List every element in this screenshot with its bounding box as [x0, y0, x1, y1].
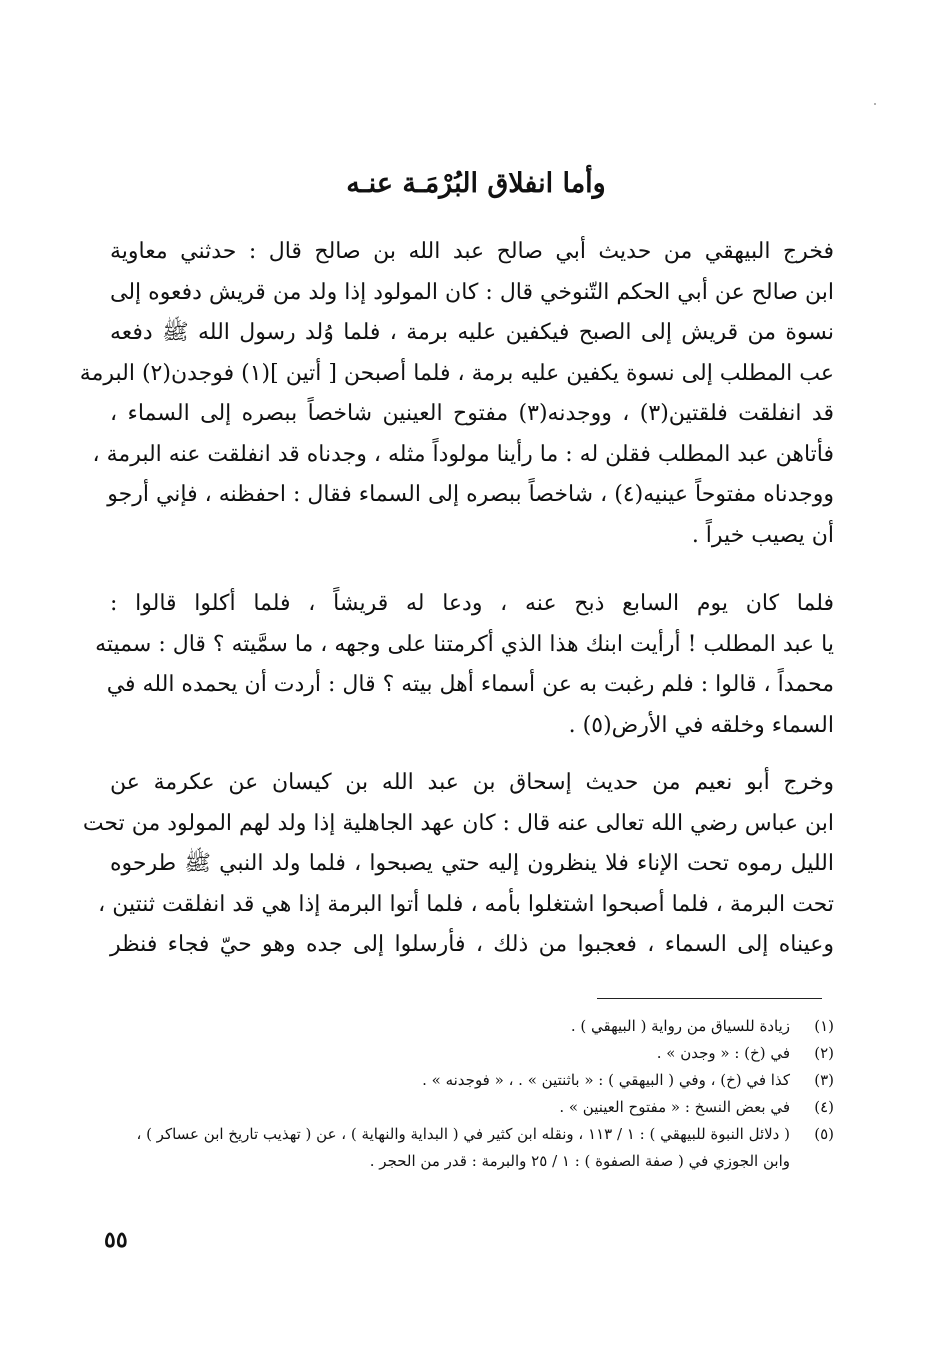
footnote-text: كذا في (خ) ، وفي ( البيهقي ) : « باثنتين » . ، « فوجدنه » . [422, 1071, 790, 1089]
paragraph-line: السماء وخلقه في الأرض(٥) . [568, 712, 834, 738]
footnote [110, 1013, 834, 1040]
paragraph-line: نسوة من قريش إلى الصبح فيكفين عليه برمة ، فلما وُلد رسول الله ﷺ دفعه [110, 320, 834, 345]
footnote-text: في (خ) : « وجدن » . [656, 1044, 790, 1062]
paragraph-line: قد انفلقت فلقتين(٣) ، ووجدنه(٣) مفتوح العينين شاخصاً ببصره إلى السماء ، [110, 401, 834, 426]
footnote [110, 1121, 834, 1175]
paragraph-line: ابن عباس رضي الله تعالى عنه قال : كان عهد الجاهلية إذا ولد لهم المولود من تحت [82, 810, 834, 836]
section-title: وأما انفلاق البُرْمَـة عنـه [346, 168, 606, 199]
footnote [110, 1040, 834, 1067]
footnote-text: زيادة للسياق من رواية ( البيهقي ) . [570, 1017, 790, 1035]
paragraph-line: وعيناه إلى السماء ، فعجبوا من ذلك ، فأرسلوا إلى جده وهو حيّ فجاء فنظر [110, 932, 834, 957]
footnote-number: (٣) [814, 1071, 834, 1089]
footnote-separator [597, 998, 822, 999]
paragraph-line: ابن صالح عن أبي الحكم التّنوخي قال : كان المولود إذا ولد من قريش دفعوه إلى [110, 279, 834, 305]
paragraph-1 [79, 232, 834, 556]
footnote-number: (٤) [814, 1098, 834, 1116]
paragraph-3 [82, 763, 834, 966]
footnote-text: في بعض النسخ : « مفتوح العينين » . [559, 1098, 790, 1116]
paragraph-line: فأتاهن عبد المطلب فقلن له : ما رأينا مولوداً مثله ، وجدناه قد انفلقت عنه البرمة ، [92, 441, 834, 467]
paragraph-line: فخرج البيهقي من حديث أبي صالح عبد الله بن صالح قال : حدثني معاوية [110, 239, 834, 264]
paragraph-line: تحت البرمة ، فلما أصبحوا اشتغلوا بأمه ، فلما أتوا البرمة إذا هي قد انفلقت ثنتين ، [98, 891, 834, 917]
footnote [110, 1067, 834, 1094]
footnote-number: (١) [814, 1017, 834, 1035]
page-number: ٥٥ [104, 1227, 128, 1253]
footnotes [110, 1013, 834, 1175]
paragraph-line: أن يصيب خيراً . [691, 522, 834, 548]
paragraph-2 [95, 584, 834, 746]
paragraph-line: ووجدناه مفتوحاً عينيه(٤) ، شاخصاً ببصره إلى السماء فقال : احفظنه ، فإني أرجو [107, 482, 834, 507]
paragraph-line: الليل رموه تحت الإناء فلا ينظرون إليه حتي يصبحوا ، فلما ولد النبي ﷺ طرحوه [110, 851, 834, 876]
paragraph-line: عب المطلب إلى نسوة يكفين عليه برمة ، فلما أصبحن [ أتين ](١) فوجدن(٢) البرمة [79, 360, 834, 386]
footnote [110, 1094, 834, 1121]
footnote-number: (٢) [814, 1044, 834, 1062]
paragraph-line: وخرج أبو نعيم من حديث إسحاق بن عبد الله بن كيسان عن عكرمة عن [110, 770, 834, 795]
footnote-text: ( دلائل النبوة للبيهقي ) : ١ / ١١٣ ، ونقله ابن كثير في ( البداية والنهاية ) ، عن ( تهذيب تاريخ ابن عساكر ) ، وابن الجوزي في ( صفة الصفوة ) : ١ / ٢٥ والبرمة : قدر من الحجر . [136, 1125, 790, 1170]
paragraph-line: يا عبد المطلب ! أرأيت ابنك هذا الذي أكرمتنا على وجهه ، ما سمَّيته ؟ قال : سميته [95, 631, 834, 657]
footnote-number: (٥) [814, 1125, 834, 1143]
paragraph-line: محمداً ، قالوا : فلم رغبت به عن أسماء أهل بيته ؟ قال : أردت أن يحمده الله في [106, 672, 834, 697]
scan-speck [874, 103, 876, 105]
paragraph-line: فلما كان يوم السابع ذبح عنه ، ودعا له قريشاً ، فلما أكلوا قالوا : [110, 591, 834, 616]
